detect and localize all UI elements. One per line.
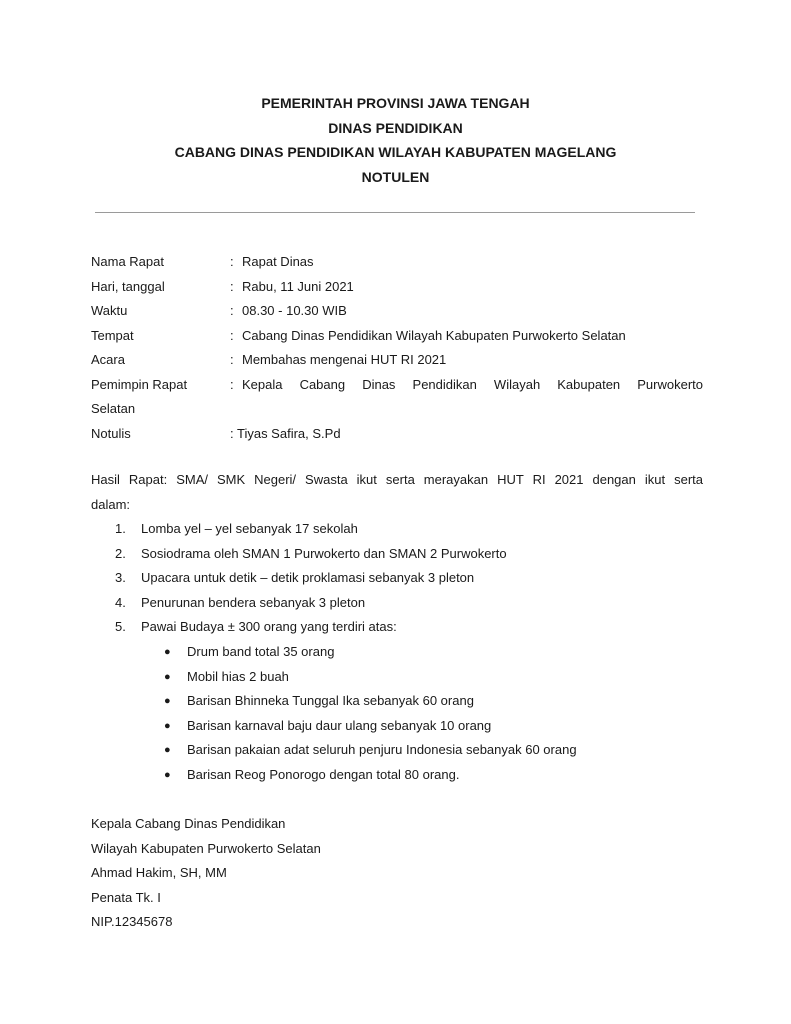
header-divider: [95, 212, 695, 213]
list-item: [91, 566, 703, 591]
bullet-icon: ●: [164, 719, 171, 732]
bullet-text: Mobil hias 2 buah: [187, 668, 289, 684]
info-value: 08.30 - 10.30 WIB: [242, 303, 347, 318]
bullet-item: [91, 738, 703, 763]
bullet-icon: ●: [164, 768, 171, 781]
info-colon: :: [230, 303, 234, 318]
result-intro-line: Hasil Rapat: SMA/ SMK Negeri/ Swasta ikut serta merayakan HUT RI 2021 dengan ikut serta: [91, 472, 703, 487]
info-label: Acara: [91, 352, 125, 367]
list-text: Upacara untuk detik – detik proklamasi sebanyak 3 pleton: [141, 570, 475, 585]
info-value: Rabu, 11 Juni 2021: [242, 278, 354, 294]
header-agency: DINAS PENDIDIKAN: [328, 119, 463, 136]
bullet-item: [91, 640, 703, 665]
list-item: [91, 542, 703, 567]
info-label: Notulis: [91, 425, 131, 441]
list-text: Pawai Budaya ± 300 orang yang terdiri atas:: [141, 619, 397, 634]
list-text: Sosiodrama oleh SMAN 1 Purwokerto dan SMAN 2 Purwokerto: [141, 545, 507, 561]
info-row-acara: [91, 348, 703, 373]
list-text: Penurunan bendera sebanyak 3 pleton: [141, 594, 366, 610]
info-colon: :: [230, 327, 234, 343]
document-header: [0, 91, 791, 189]
meeting-result-intro: [91, 468, 703, 517]
parade-bullet-list: [91, 640, 703, 787]
list-number: 4.: [115, 594, 126, 610]
info-row-pemimpin-rapat: [91, 373, 703, 422]
info-value: Kepala Cabang Dinas Pendidikan Wilayah Kabupaten Purwokerto: [242, 376, 703, 392]
info-label: Nama Rapat: [91, 254, 164, 269]
info-label: Waktu: [91, 303, 128, 318]
bullet-text: Barisan Bhinneka Tunggal Ika sebanyak 60 orang: [187, 693, 474, 708]
bullet-text: Barisan pakaian adat seluruh penjuru Indonesia sebanyak 60 orang: [187, 742, 577, 757]
signatory-rank: Penata Tk. I: [91, 889, 161, 905]
info-label: Tempat: [91, 327, 134, 343]
result-numbered-list: [91, 517, 703, 640]
bullet-text: Drum band total 35 orang: [187, 644, 335, 659]
info-label: Hari, tanggal: [91, 278, 165, 294]
list-number: 2.: [115, 545, 126, 561]
signature-position: Kepala Cabang Dinas Pendidikan: [91, 816, 286, 831]
info-colon: :: [230, 376, 234, 392]
info-colon: :: [230, 278, 234, 294]
list-number: 5.: [115, 619, 126, 634]
info-label: Pemimpin Rapat: [91, 376, 188, 392]
bullet-icon: ●: [164, 695, 171, 707]
info-value: Cabang Dinas Pendidikan Wilayah Kabupaten Purwokerto Selatan: [242, 327, 626, 343]
info-value-continuation: Selatan: [91, 401, 136, 416]
list-item: [91, 615, 703, 640]
info-row-nama-rapat: [91, 250, 703, 275]
meeting-info: [91, 250, 703, 446]
info-value: Membahas mengenai HUT RI 2021: [242, 352, 447, 367]
bullet-icon: ●: [164, 670, 171, 683]
signature-region: Wilayah Kabupaten Purwokerto Selatan: [91, 840, 321, 856]
list-number: 1.: [115, 521, 126, 536]
list-number: 3.: [115, 570, 126, 585]
bullet-text: Barisan karnaval baju daur ulang sebanyak 10 orang: [187, 717, 492, 733]
info-row-waktu: [91, 299, 703, 324]
signature-block: [91, 812, 321, 935]
list-text: Lomba yel – yel sebanyak 17 sekolah: [141, 521, 358, 536]
header-branch: CABANG DINAS PENDIDIKAN WILAYAH KABUPATEN MAGELANG: [174, 144, 617, 160]
bullet-item: [91, 665, 703, 690]
bullet-item: [91, 714, 703, 739]
bullet-item: [91, 763, 703, 788]
info-value: : Tiyas Safira, S.Pd: [230, 425, 341, 441]
info-value: Rapat Dinas: [242, 254, 314, 269]
bullet-text: Barisan Reog Ponorogo dengan total 80 orang.: [187, 766, 460, 782]
info-colon: :: [230, 254, 234, 269]
list-item: [91, 591, 703, 616]
info-row-hari-tanggal: [91, 275, 703, 300]
header-government: PEMERINTAH PROVINSI JAWA TENGAH: [261, 95, 530, 111]
signatory-name: Ahmad Hakim, SH, MM: [91, 865, 227, 880]
signatory-nip: NIP.12345678: [91, 914, 173, 929]
list-item: [91, 517, 703, 542]
info-row-tempat: [91, 324, 703, 349]
bullet-icon: ●: [164, 646, 171, 658]
result-intro-line: dalam:: [91, 496, 131, 512]
document-title: NOTULEN: [361, 168, 430, 185]
info-row-notulis: [91, 422, 703, 447]
bullet-item: [91, 689, 703, 714]
info-colon: :: [230, 352, 234, 367]
bullet-icon: ●: [164, 744, 171, 756]
